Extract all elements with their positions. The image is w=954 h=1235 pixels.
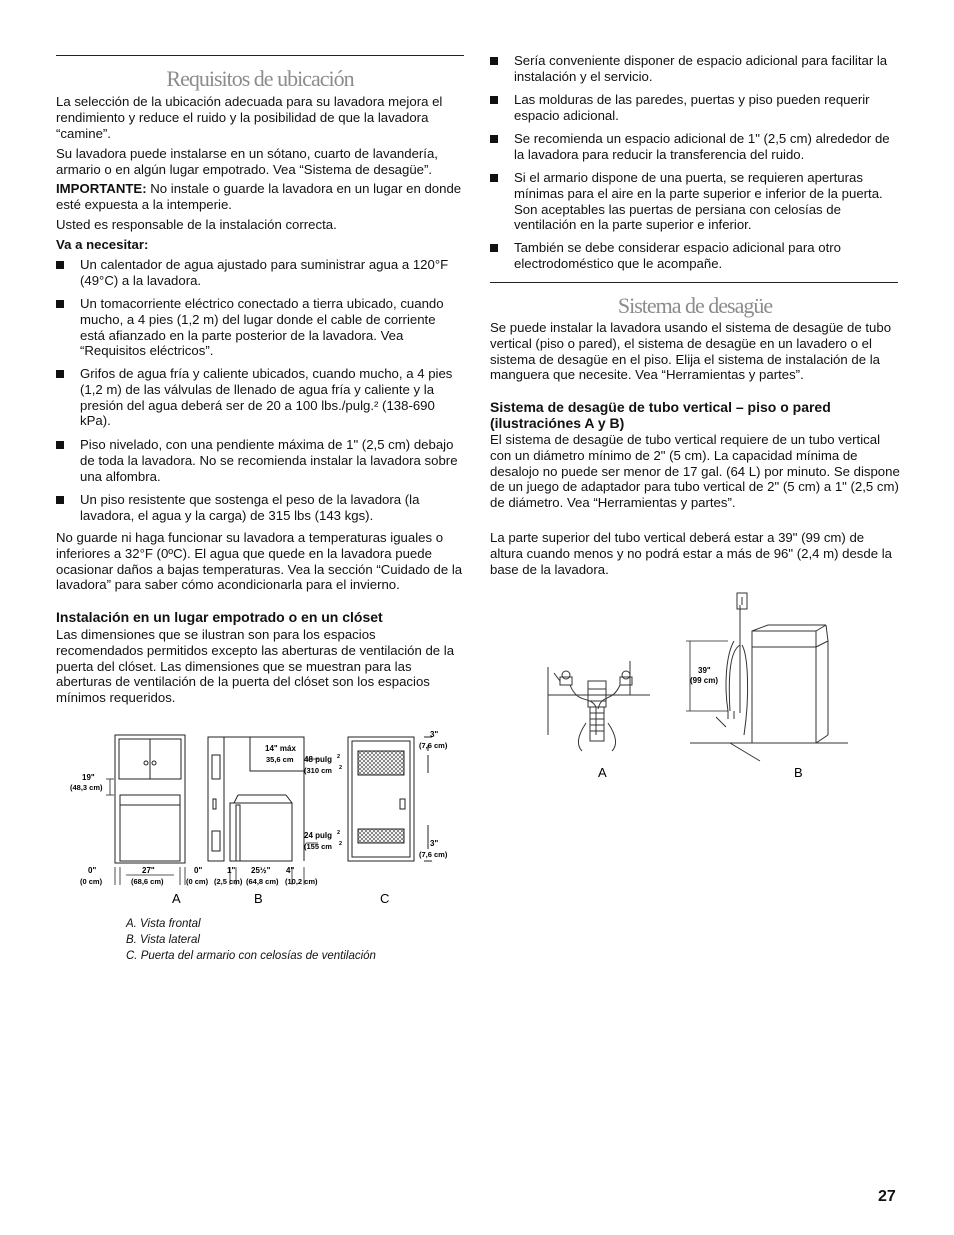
dim-0b-cm: (0 cm) — [186, 877, 209, 886]
dim-3-top-cm: (7,6 cm) — [419, 741, 448, 750]
page-number: 27 — [878, 1188, 896, 1205]
section-rule — [56, 55, 464, 56]
dim-0a-cm: (0 cm) — [80, 877, 103, 886]
figure-captions — [126, 916, 376, 964]
dim-48-cm: (310 cm — [304, 766, 332, 775]
dim-3-top: 3" — [430, 730, 439, 739]
dim-24-sq: 2 — [337, 830, 341, 836]
dim-39-cm: (99 cm) — [690, 676, 719, 685]
list-item: Se recomienda un espacio adicional de 1" (2,5 cm) alrededor de la lavadora para reducir la transferencia del ruido. — [490, 131, 900, 163]
bullet-square-icon — [490, 96, 498, 104]
caption-b: B. Vista lateral — [126, 934, 200, 946]
bullet-square-icon — [56, 261, 64, 269]
dim-25: 25½" — [251, 866, 271, 875]
dim-4-cm: (10,2 cm) — [285, 877, 318, 886]
bullet-square-icon — [56, 300, 64, 308]
list-item: Un tomacorriente eléctrico conectado a tierra ubicado, cuando mucho, a 4 pies (1,2 m) del lugar donde el cable de corriente está afianzado en la parte posterior de la lavadora. Vea “Requisitos eléctricos”. — [56, 296, 464, 359]
dim-14: 14" máx — [265, 744, 296, 753]
dim-0a: 0" — [88, 866, 97, 875]
dim-27-cm: (68,6 cm) — [131, 877, 164, 886]
important-label: IMPORTANTE: — [56, 181, 147, 196]
dim-27: 27" — [142, 866, 155, 875]
bullet-square-icon — [490, 244, 498, 252]
dim-14-cm: 35,6 cm — [266, 755, 294, 764]
dim-3-bottom-cm: (7,6 cm) — [419, 850, 448, 859]
dim-3-bottom: 3" — [430, 839, 439, 848]
bullet-square-icon — [490, 135, 498, 143]
list-item: Piso nivelado, con una pendiente máxima de 1" (2,5 cm) debajo de toda la lavadora. No se recomienda instalar la lavadora sobre una alfombra. — [56, 437, 464, 484]
important-note — [56, 181, 464, 213]
dim-48: 48 pulg — [304, 755, 333, 764]
closet-door-drawing — [348, 737, 432, 861]
paragraph: Su lavadora puede instalarse en un sótano, cuarto de lavandería, armario o en algún lugar empotrado. Vea “Sistema de desagüe”. — [56, 146, 438, 177]
dim-24-cm-sq: 2 — [339, 841, 343, 847]
paragraph: Se puede instalar la lavadora usando el sistema de desagüe de tubo vertical (piso o pared), el sistema de desagüe en un lavadero o el sistema de desagüe en el piso. Elija el sistema de instalación de la manguera que necesite. Vea “Herramientas y partes”. — [490, 320, 892, 383]
label-b: B — [254, 891, 263, 906]
paragraph: Usted es responsable de la instalación correcta. — [56, 217, 337, 232]
dim-0b: 0" — [194, 866, 203, 875]
section-rule — [490, 282, 898, 283]
label-drain-b: B — [794, 765, 803, 780]
sub-heading-standpipe: Sistema de desagüe de tubo vertical – piso o pared (ilustraciónes A y B) — [490, 399, 831, 431]
list-item: Si el armario dispone de una puerta, se requieren aperturas mínimas para el aire en la parte superior e inferior de la puerta. Son aceptables las puertas de persiana con celosías de ventilación en la parte superior e inferior. — [490, 170, 900, 233]
label-drain-a: A — [598, 765, 607, 780]
paragraph: No guarde ni haga funcionar su lavadora a temperaturas iguales o inferiores a 32°F (0ºC). El agua que quede en la lavadora puede ocasionar daños a bajas temperaturas. Vea la sección “Cuidado de la lavadora” para saber cómo acondicionarla para el invierno. — [56, 530, 463, 593]
dim-19: 19" — [82, 773, 95, 782]
list-item: Las molduras de las paredes, puertas y piso pueden requerir espacio adicional. — [490, 92, 900, 124]
dim-1-cm: (2,5 cm) — [214, 877, 243, 886]
sub-heading-recess: Instalación en un lugar empotrado o en un clóset — [56, 609, 383, 625]
bullet-square-icon — [490, 174, 498, 182]
dim-48-sq: 2 — [337, 754, 341, 760]
caption-c: C. Puerta del armario con celosías de ventilación — [126, 950, 376, 962]
list-item: Sería conveniente disponer de espacio adicional para facilitar la instalación y el servicio. — [490, 53, 900, 85]
dim-1: 1" — [227, 866, 236, 875]
bullet-square-icon — [56, 496, 64, 504]
paragraph: Las dimensiones que se ilustran son para los espacios recomendados permitidos excepto las aberturas de ventilación de la puerta del clóset. Las dimensiones que se muestran para las aberturas de ventilación de la puerta del clóset son los espacios mínimos requeridos. — [56, 627, 455, 706]
closet-dimensions-figure — [60, 725, 470, 910]
floor-standpipe-drawing — [548, 661, 650, 751]
dim-48-cm-sq: 2 — [339, 765, 343, 771]
dim-4: 4" — [286, 866, 295, 875]
paragraph: El sistema de desagüe de tubo vertical requiere de un tubo vertical con un diámetro mínimo de 2" (5 cm). La capacidad mínima de desalojo no puede ser menor de 17 gal. (64 L) por minuto. Se dispone de un juego de adaptador para tubo vertical de 2" (5 cm) a 1" (2,5 cm) de diámetro. Vea “Herramientas y partes”. — [490, 432, 900, 511]
caption-a: A. Vista frontal — [126, 918, 201, 930]
list-item: También se debe considerar espacio adicional para otro electrodoméstico que le acompañe. — [490, 240, 900, 272]
bullet-square-icon — [56, 441, 64, 449]
list-item: Un calentador de agua ajustado para suministrar agua a 120°F (49°C) a la lavadora. — [56, 257, 464, 289]
paragraph: La parte superior del tubo vertical deberá estar a 39" (99 cm) de altura cuando menos y no podrá estar a más de 96" (2,4 m) desde la base de la lavadora. — [490, 530, 892, 577]
dim-25-cm: (64,8 cm) — [246, 877, 279, 886]
list-item: Grifos de agua fría y caliente ubicados, cuando mucho, a 4 pies (1,2 m) de las válvulas de llenado de agua fría y caliente y la presión del agua deberá ser de 20 a 100 lbs./pulg.² (138-690 kPa). — [56, 366, 464, 429]
front-view-drawing — [115, 735, 185, 863]
dim-24: 24 pulg — [304, 831, 333, 840]
bullet-square-icon — [56, 370, 64, 378]
list-item: Un piso resistente que sostenga el peso de la lavadora (la lavadora, el agua y la carga) de 315 lbs (143 kgs). — [56, 492, 464, 524]
dim-19-cm: (48,3 cm) — [70, 783, 103, 792]
important-text: No instale o guarde la lavadora en un lugar en donde esté expuesta a la intemperie. — [56, 181, 462, 212]
dim-39: 39" — [698, 666, 711, 675]
label-a: A — [172, 891, 181, 906]
section-title-drain: Sistema de desagüe — [617, 293, 773, 318]
bullet-square-icon — [490, 57, 498, 65]
section-title-location: Requisitos de ubicación — [166, 66, 354, 91]
need-label: Va a necesitar: — [56, 237, 149, 252]
paragraph: La selección de la ubicación adecuada para su lavadora mejora el rendimiento y reduce el ruido y la posibilidad de que la lavadora “camine”. — [56, 94, 443, 141]
standpipe-figure — [530, 585, 870, 785]
label-c: C — [380, 891, 390, 906]
dim-24-cm: (155 cm — [304, 842, 332, 851]
